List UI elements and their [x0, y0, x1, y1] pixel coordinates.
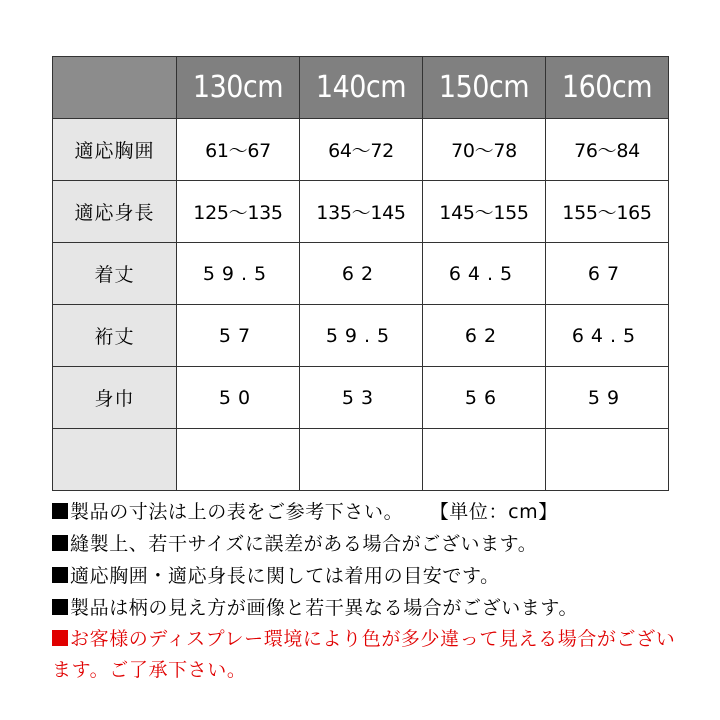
- table-cell: 61～67: [177, 119, 300, 181]
- table-cell: [423, 429, 546, 491]
- header-row: [53, 57, 669, 119]
- size-header-150: 150cm: [423, 57, 546, 119]
- table-cell: 64.5: [546, 305, 669, 367]
- square-bullet-icon: [52, 630, 68, 646]
- square-bullet-icon: [52, 535, 68, 551]
- table-cell: [300, 429, 423, 491]
- note-line: [52, 528, 692, 560]
- note-text: 製品の寸法は上の表をご参考下さい。: [70, 501, 404, 523]
- note-text: 製品は柄の見え方が画像と若干異なる場合がございます。: [70, 597, 579, 619]
- square-bullet-icon: [52, 599, 68, 615]
- table-cell: [546, 429, 669, 491]
- notes-section: [52, 496, 692, 686]
- table-row: [53, 243, 669, 305]
- unit-label: 【単位：cm】: [439, 501, 558, 523]
- table-cell: 155～165: [546, 181, 669, 243]
- note-text: 適応胸囲・適応身長に関しては着用の目安です。: [70, 565, 500, 587]
- warning-text: お客様のディスプレー環境により色が多少違って見える場合がございます。ご了承下さい。: [52, 628, 676, 681]
- table-row: [53, 305, 669, 367]
- table-cell: 135～145: [300, 181, 423, 243]
- row-label-width: 身巾: [53, 367, 177, 429]
- row-label-chest: 適応胸囲: [53, 119, 177, 181]
- table-cell: 53: [300, 367, 423, 429]
- table-cell: 70～78: [423, 119, 546, 181]
- row-label-sleeve: 裄丈: [53, 305, 177, 367]
- row-label-height: 適応身長: [53, 181, 177, 243]
- note-line: [52, 592, 692, 624]
- table-row-empty: [53, 429, 669, 491]
- display-warning-note: [52, 624, 682, 686]
- table-cell: 59.5: [177, 243, 300, 305]
- table-row: [53, 119, 669, 181]
- table-cell: 76～84: [546, 119, 669, 181]
- table-row: [53, 367, 669, 429]
- table-cell: 67: [546, 243, 669, 305]
- size-header-140: 140cm: [300, 57, 423, 119]
- table-cell: 145～155: [423, 181, 546, 243]
- table-row: [53, 181, 669, 243]
- table-cell: 64.5: [423, 243, 546, 305]
- note-line: [52, 560, 692, 592]
- size-header-130: 130cm: [177, 57, 300, 119]
- table-cell: 59: [546, 367, 669, 429]
- note-line: [52, 496, 692, 528]
- size-chart-table: [52, 56, 669, 491]
- table-cell: 56: [423, 367, 546, 429]
- note-text: 縫製上、若干サイズに誤差がある場合がございます。: [70, 533, 538, 555]
- square-bullet-icon: [52, 567, 68, 583]
- row-label-empty: [53, 429, 177, 491]
- size-header-160: 160cm: [546, 57, 669, 119]
- table-cell: 62: [423, 305, 546, 367]
- table-cell: [177, 429, 300, 491]
- table-cell: 57: [177, 305, 300, 367]
- table-cell: 64～72: [300, 119, 423, 181]
- table-cell: 59.5: [300, 305, 423, 367]
- header-corner-cell: [53, 57, 177, 119]
- square-bullet-icon: [52, 503, 68, 519]
- row-label-length: 着丈: [53, 243, 177, 305]
- table-cell: 62: [300, 243, 423, 305]
- table-cell: 125～135: [177, 181, 300, 243]
- table-cell: 50: [177, 367, 300, 429]
